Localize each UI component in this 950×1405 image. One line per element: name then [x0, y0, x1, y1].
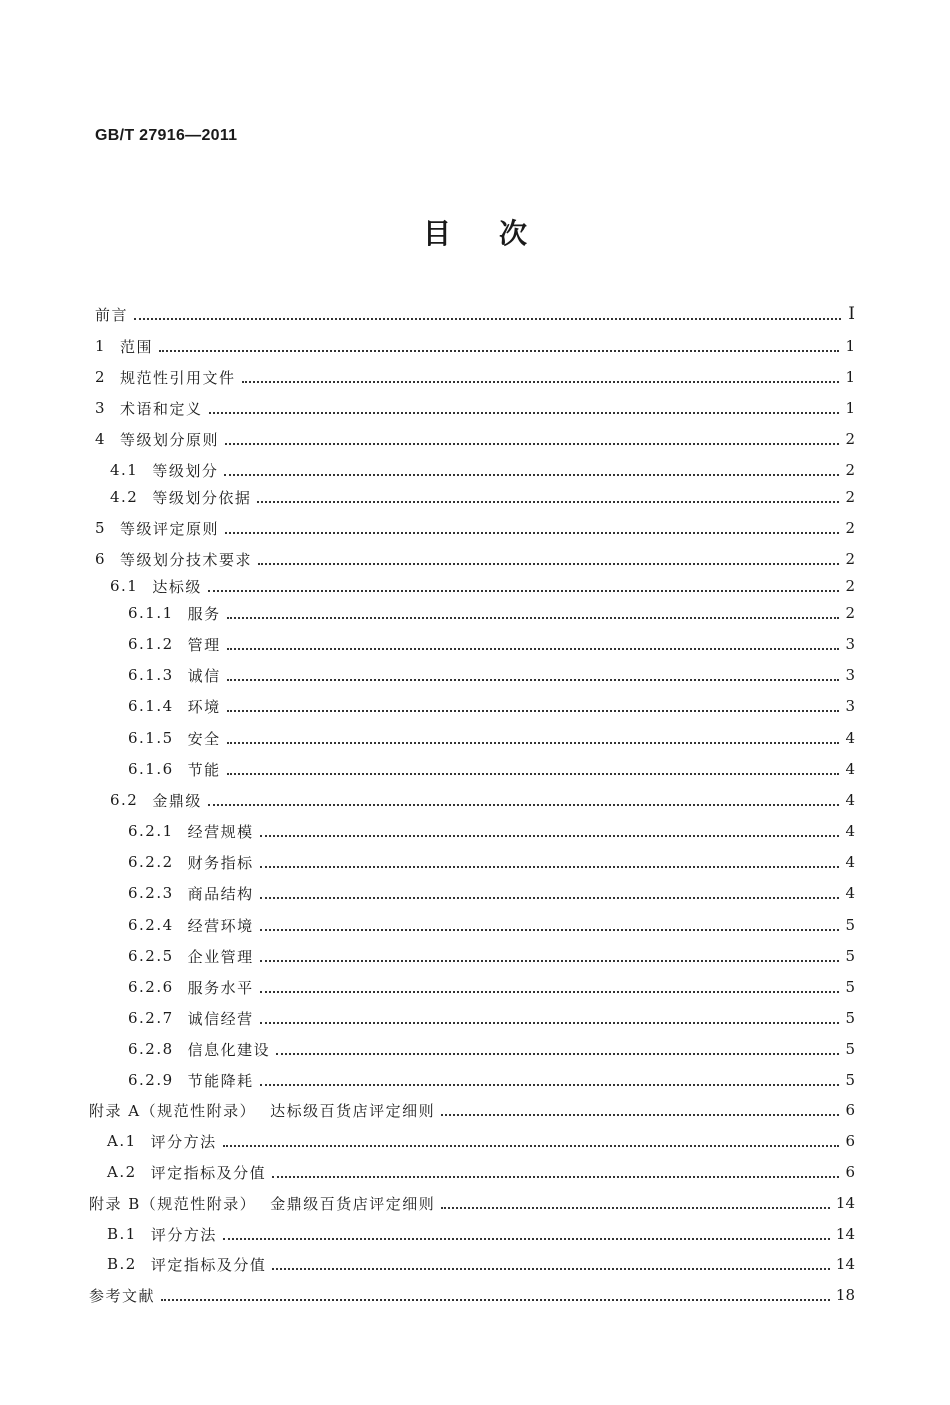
toc-entry[interactable]	[128, 1068, 855, 1092]
dot-leader	[260, 928, 840, 931]
toc-entry[interactable]	[110, 458, 855, 482]
dot-leader	[227, 709, 840, 712]
toc-entry-page: Ⅰ	[848, 304, 855, 324]
toc-entry-label: 财务指标	[187, 853, 254, 872]
toc-entry-number: 参考文献	[89, 1286, 156, 1305]
toc-entry[interactable]	[128, 881, 855, 905]
toc-entry[interactable]	[95, 427, 855, 451]
toc-entry-number: 3	[95, 399, 107, 417]
toc-entry-page: 2	[845, 577, 855, 595]
dot-leader	[260, 896, 840, 899]
toc-entry-page: 3	[845, 697, 855, 715]
toc-entry[interactable]	[128, 975, 855, 999]
toc-entry-appendix-b[interactable]	[89, 1191, 855, 1215]
toc-entry-number: 4	[95, 430, 107, 448]
toc-entry[interactable]	[128, 1037, 855, 1061]
toc-entry-label: 范围	[120, 337, 154, 356]
toc-entry[interactable]	[95, 516, 855, 540]
toc-entry-number: 6.1.3	[128, 666, 174, 684]
toc-entry-page: 4	[845, 853, 855, 871]
toc-entry-number: 4.1	[110, 461, 139, 479]
toc-entry-label: 评定指标及分值	[150, 1255, 267, 1274]
toc-entry-label: 安全	[187, 729, 221, 748]
toc-entry-number: B.1	[107, 1225, 137, 1243]
toc-entry-label: 达标级百货店评定细则	[270, 1101, 436, 1120]
dot-leader	[224, 473, 839, 476]
toc-entry-label: 管理	[187, 635, 221, 654]
dot-leader	[260, 959, 840, 962]
toc-entry-label: 评分方法	[150, 1225, 217, 1244]
toc-entry-page: 2	[845, 604, 855, 622]
toc-entry-page: 4	[845, 729, 855, 747]
toc-entry-number: 1	[95, 337, 107, 355]
toc-entry-label: 商品结构	[187, 884, 254, 903]
toc-entry-label: 评分方法	[150, 1132, 217, 1151]
dot-leader	[242, 380, 840, 383]
toc-entry-label: 金鼎级百货店评定细则	[270, 1194, 436, 1213]
toc-entry-page: 5	[845, 978, 855, 996]
toc-entry[interactable]	[128, 850, 855, 874]
dot-leader	[227, 741, 840, 744]
toc-entry[interactable]	[107, 1252, 855, 1276]
dot-leader	[134, 317, 841, 320]
dot-leader	[260, 990, 840, 993]
toc-entry-page: 5	[845, 1009, 855, 1027]
toc-entry-page: 1	[845, 399, 855, 417]
toc-entry-page: 5	[845, 916, 855, 934]
toc-entry[interactable]	[128, 1006, 855, 1030]
toc-entry-page: 14	[835, 1194, 855, 1212]
toc-entry[interactable]	[128, 819, 855, 843]
toc-entry-page: 3	[845, 635, 855, 653]
dot-leader	[441, 1113, 839, 1116]
toc-entry[interactable]	[128, 694, 855, 718]
toc-entry-page: 2	[845, 461, 855, 479]
toc-entry-number: 6.1.1	[128, 604, 174, 622]
toc-entry-page: 6	[845, 1101, 855, 1119]
dot-leader	[159, 349, 839, 352]
toc-entry-number: 6.1	[110, 577, 139, 595]
toc-entry[interactable]	[95, 396, 855, 420]
page-title: 目次	[422, 217, 575, 250]
toc-entry-number: 6.1.5	[128, 729, 174, 747]
toc-entry[interactable]	[110, 574, 855, 598]
dot-leader	[225, 531, 839, 534]
toc-entry[interactable]	[95, 365, 855, 389]
toc-entry-page: 6	[845, 1163, 855, 1181]
toc-entry-label: 经营规模	[187, 822, 254, 841]
toc-entry-number: 附录 B（规范性附录）	[89, 1194, 257, 1213]
toc-entry-number: 6.1.4	[128, 697, 174, 715]
toc-entry-label: 诚信	[187, 666, 221, 685]
toc-entry-page: 2	[845, 550, 855, 568]
dot-leader	[161, 1298, 830, 1301]
toc-entry-page: 5	[845, 1040, 855, 1058]
toc-entry-page: 2	[845, 519, 855, 537]
dot-leader	[257, 500, 839, 503]
toc-entry-number: 6	[95, 550, 107, 568]
toc-entry-number: 6.2.5	[128, 947, 174, 965]
toc-entry-label: 服务水平	[187, 978, 254, 997]
toc-entry-label: 服务	[187, 604, 221, 623]
dot-leader	[225, 442, 839, 445]
toc-entry[interactable]	[110, 485, 855, 509]
toc-entry[interactable]	[128, 913, 855, 937]
toc-entry-label: 经营环境	[187, 916, 254, 935]
toc-entry-number: 前言	[95, 305, 129, 324]
dot-leader	[227, 647, 840, 650]
toc-entry-number: 4.2	[110, 488, 139, 506]
dot-leader	[223, 1144, 840, 1147]
dot-leader	[276, 1052, 839, 1055]
toc-entry-page: 2	[845, 488, 855, 506]
toc-entry[interactable]	[110, 788, 855, 812]
toc-entry-label: 评定指标及分值	[150, 1163, 267, 1182]
toc-entry-number: 6.2.4	[128, 916, 174, 934]
toc-entry-page: 14	[835, 1225, 855, 1243]
toc-entry-label: 等级划分依据	[152, 488, 252, 507]
toc-entry-appendix-a[interactable]	[89, 1098, 855, 1122]
toc-entry-label: 等级划分原则	[120, 430, 220, 449]
toc-entry[interactable]	[107, 1222, 855, 1246]
toc-entry-label: 规范性引用文件	[120, 368, 236, 387]
toc-entry-label: 节能	[187, 760, 221, 779]
dot-leader	[260, 1021, 840, 1024]
dot-leader	[272, 1175, 839, 1178]
toc-entry-page: 4	[845, 791, 855, 809]
toc-entry[interactable]	[95, 334, 855, 358]
toc-entry-page: 6	[845, 1132, 855, 1150]
toc-entry-number: A.1	[107, 1132, 137, 1150]
toc-entry-page: 5	[845, 1071, 855, 1089]
toc-entry-number: 6.2.8	[128, 1040, 174, 1058]
toc-entry-number: A.2	[107, 1163, 137, 1181]
toc-entry-label: 达标级	[152, 577, 202, 596]
toc-entry-label: 企业管理	[187, 947, 254, 966]
dot-leader	[208, 589, 840, 592]
toc-entry-page: 5	[845, 947, 855, 965]
toc-entry-page: 2	[845, 430, 855, 448]
toc-entry-label: 等级划分技术要求	[120, 550, 253, 569]
toc-entry-label: 环境	[187, 697, 221, 716]
toc-entry-page: 1	[845, 368, 855, 386]
toc-entry-number: 6.2.7	[128, 1009, 174, 1027]
toc-entry-number: 6.2.1	[128, 822, 174, 840]
toc-entry[interactable]	[128, 726, 855, 750]
toc-entry-number: 附录 A（规范性附录）	[89, 1101, 257, 1120]
dot-leader	[227, 678, 840, 681]
toc-entry[interactable]	[128, 663, 855, 687]
toc-entry-page: 1	[845, 337, 855, 355]
toc-entry-number: 6.2.3	[128, 884, 174, 902]
toc-entry-page: 4	[845, 822, 855, 840]
toc-entry-page: 18	[835, 1286, 855, 1304]
toc-entry-label: 诚信经营	[187, 1009, 254, 1028]
dot-leader	[208, 803, 840, 806]
toc-entry[interactable]	[128, 757, 855, 781]
toc-entry-number: 5	[95, 519, 107, 537]
toc-entry-number: 6.1.6	[128, 760, 174, 778]
toc-entry[interactable]	[95, 547, 855, 571]
dot-leader	[209, 411, 840, 414]
toc-entry-label: 节能降耗	[187, 1071, 254, 1090]
toc-entry-label: 等级评定原则	[120, 519, 220, 538]
toc-entry-number: 2	[95, 368, 107, 386]
toc-entry-number: 6.2.9	[128, 1071, 174, 1089]
toc-entry-label: 信息化建设	[187, 1040, 271, 1059]
dot-leader	[441, 1206, 830, 1209]
toc-entry-page: 4	[845, 884, 855, 902]
toc-entry[interactable]	[128, 632, 855, 656]
toc-entry-label: 术语和定义	[120, 399, 203, 418]
toc-entry-number: 6.2.2	[128, 853, 174, 871]
toc-entry-label: 金鼎级	[152, 791, 202, 810]
toc-entry[interactable]	[107, 1129, 855, 1153]
toc-entry-page: 3	[845, 666, 855, 684]
toc-entry-number: 6.1.2	[128, 635, 174, 653]
dot-leader	[272, 1267, 830, 1270]
toc-entry[interactable]	[128, 944, 855, 968]
dot-leader	[260, 1083, 840, 1086]
dot-leader	[227, 772, 840, 775]
dot-leader	[227, 616, 840, 619]
toc-entry-page: 14	[835, 1255, 855, 1273]
toc-entry-foreword[interactable]	[95, 302, 855, 326]
toc-entry-number: B.2	[107, 1255, 137, 1273]
toc-entry[interactable]	[128, 601, 855, 625]
dot-leader	[260, 865, 840, 868]
dot-leader	[258, 562, 839, 565]
toc-entry[interactable]	[107, 1160, 855, 1184]
dot-leader	[260, 834, 840, 837]
toc-entry-bibliography[interactable]	[89, 1283, 855, 1307]
dot-leader	[223, 1237, 830, 1240]
toc-entry-page: 4	[845, 760, 855, 778]
toc-entry-number: 6.2	[110, 791, 139, 809]
toc-entry-label: 等级划分	[152, 461, 219, 480]
toc-entry-number: 6.2.6	[128, 978, 174, 996]
standard-code: GB/T 27916—2011	[95, 127, 238, 144]
